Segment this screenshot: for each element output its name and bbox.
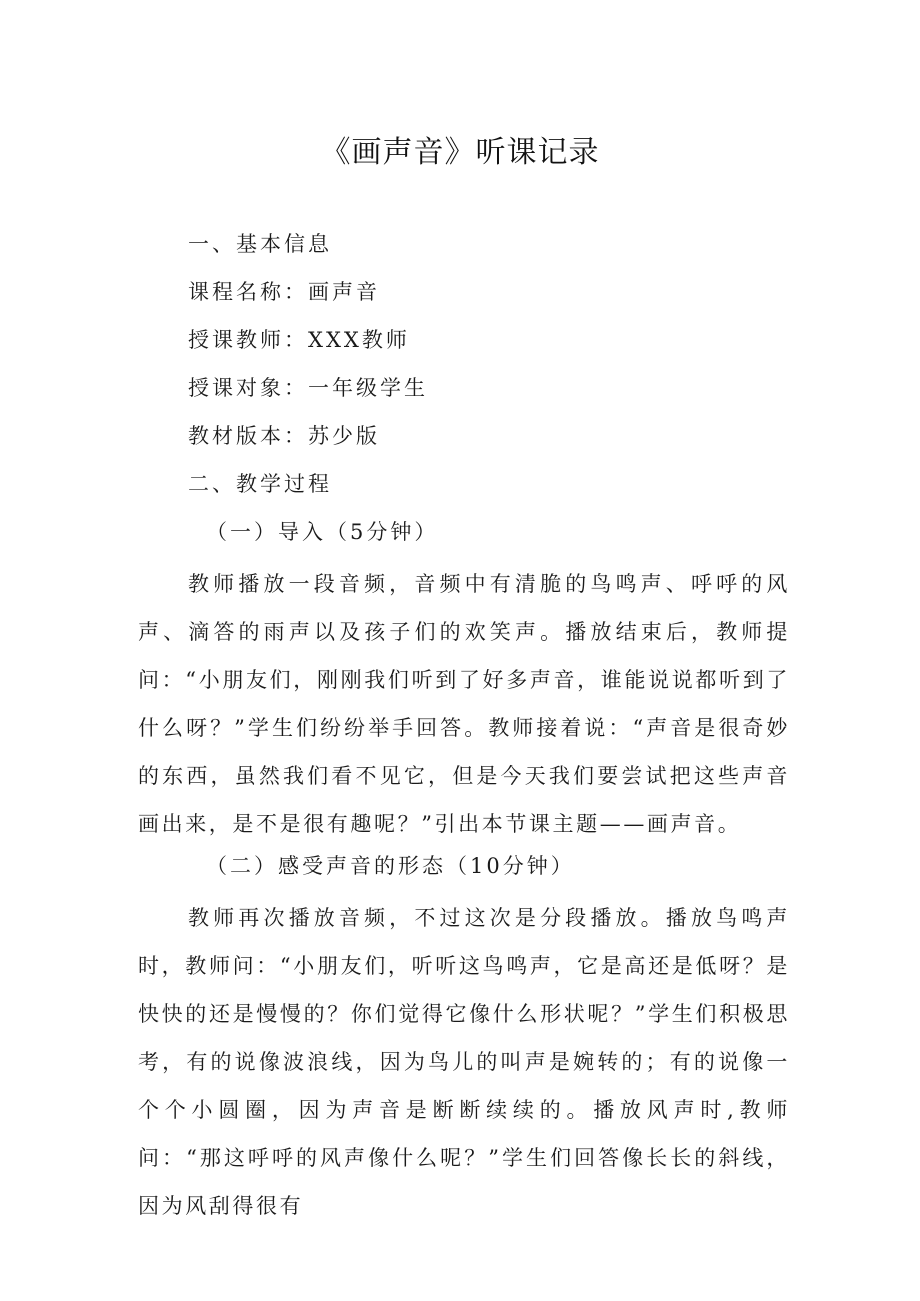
part-2-paragraph: 教师再次播放音频，不过这次是分段播放。播放鸟鸣声时，教师问：“小朋友们，听听这鸟鸣声，它是高还是低呀？是快快的还是慢慢的？你们觉得它像什么形状呢？”学生们积极思考，有的说像波浪线，因为鸟儿的叫声是婉转的；有的说像一个个小圆圈，因为声音是断断续续的。播放风声时,教师问：“那这呼呼的风声像什么呢？”学生们回答像长长的斜线，因为风刮得很有 <box>138 906 790 1218</box>
basic-info-heading: 一、基本信息 <box>188 232 332 256</box>
course-name-line: 课程名称：画声音 <box>188 280 380 304</box>
part-1-paragraph: 教师播放一段音频，音频中有清脆的鸟鸣声、呼呼的风声、滴答的雨声以及孩子们的欢笑声。播放结束后，教师提问：“小朋友们，刚刚我们听到了好多声音，谁能说说都听到了什么呀？”学生们纷纷举手回答。教师接着说：“声音是很奇妙的东西，虽然我们看不见它，但是今天我们要尝试把这些声音画出来，是不是很有趣呢？”引出本节课主题——画声音。 <box>138 572 790 836</box>
process-heading: 二、教学过程 <box>188 472 332 496</box>
part-1-heading: （一）导入（5分钟） <box>206 520 439 544</box>
textbook-line: 教材版本：苏少版 <box>188 424 380 448</box>
audience-line: 授课对象：一年级学生 <box>188 376 428 400</box>
teacher-line: 授课教师：XXX教师 <box>188 328 410 352</box>
part-2-heading: （二）感受声音的形态（10分钟） <box>206 854 575 878</box>
document-title: 《画声音》听课记录 <box>320 135 600 170</box>
